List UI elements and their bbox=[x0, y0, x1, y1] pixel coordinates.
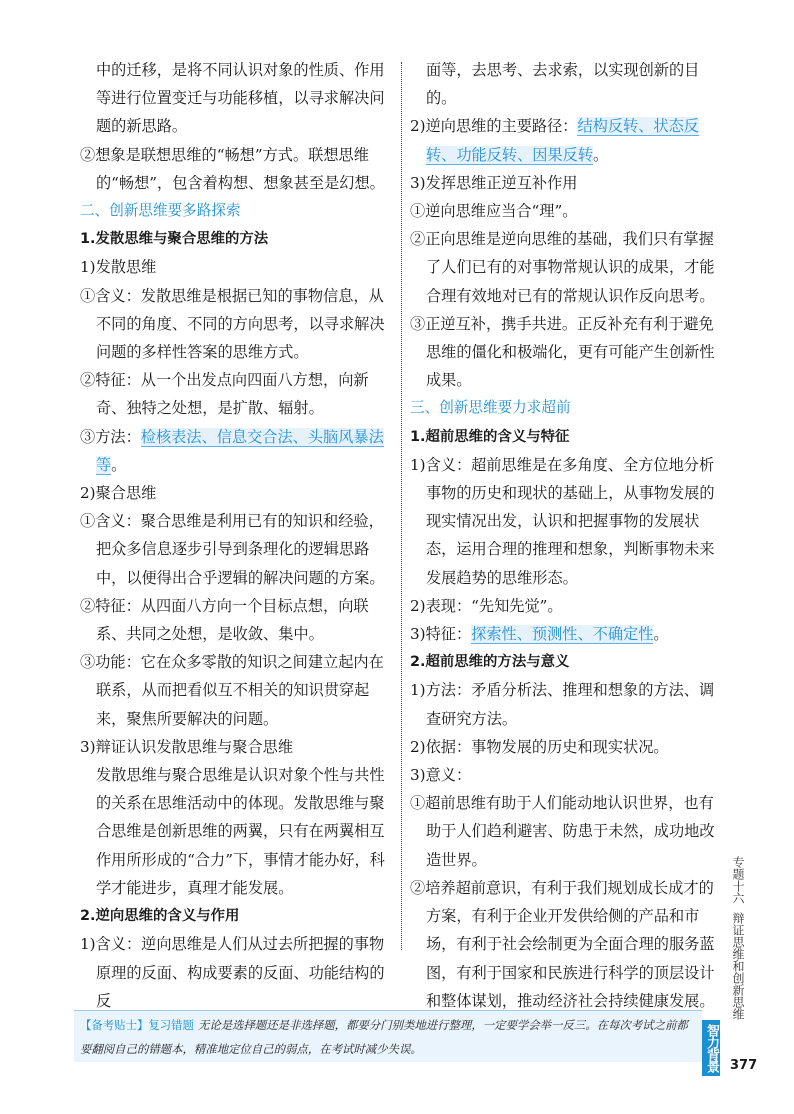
left-column bbox=[80, 56, 392, 1015]
list-item: ①超前思维有助于人们能动地认识世界，也有助于人们趋利避害、防患于未然，成功地改造世界。 bbox=[410, 794, 715, 869]
list-item: 1)含义：逆向思维是人们从过去所把握的事物原理的反面、构成要素的反面、功能结构的反 bbox=[80, 935, 385, 1010]
list-item: 1)含义：超前思维是在多角度、全方位地分析事物的历史和现状的基础上，从事物发展的现实情况出发，认识和把握事物的发展状态，运用合理的推理和想象，判断事物未来发展趋势的思维形态。 bbox=[410, 455, 715, 587]
list-item: ①含义：聚合思维是利用已有的知识和经验，把众多信息逐步引导到条理化的逻辑思路中，以便得出合乎逻辑的解决问题的方案。 bbox=[80, 512, 385, 587]
tip-tag: 【备考贴士】 bbox=[80, 1018, 149, 1032]
subsection-heading: 2.超前思维的方法与意义 bbox=[410, 654, 570, 671]
list-item: ②特征：从四面八方向一个目标点想，向联系、共同之处想，是收敛、集中。 bbox=[80, 596, 369, 644]
list-heading: 1)发散思维 bbox=[80, 258, 157, 277]
paragraph: 面等，去思考、去求索，以实现创新的目的。 bbox=[425, 61, 700, 108]
list-heading: 3)发挥思维正逆互补作用 bbox=[410, 173, 578, 192]
list-item: ①逆向思维应当合“理”。 bbox=[410, 202, 578, 221]
item-end: 。 bbox=[653, 625, 669, 644]
item-end: 。 bbox=[593, 145, 609, 164]
item-label: ③方法： bbox=[80, 427, 141, 446]
side-label-badge: 智力背景 bbox=[702, 1020, 720, 1076]
list-item: ②特征：从一个出发点向四面八方想，向新奇、独特之处想，是扩散、辐射。 bbox=[80, 371, 369, 418]
section-heading: 二、创新思维要多路探索 bbox=[80, 202, 241, 220]
list-item: ③功能：它在众多零散的知识之间建立起内在联系，从而把看似互不相关的知识贯穿起来，聚焦所要解决的问题。 bbox=[80, 653, 384, 728]
highlighted-text: 探索性、预测性、不确定性 bbox=[471, 625, 654, 644]
list-heading: 2)聚合思维 bbox=[80, 484, 157, 503]
list-item: 2)依据：事物发展的历史和现实状况。 bbox=[410, 737, 669, 756]
highlighted-text: 检核表法、信息交合法、头脑风暴法等 bbox=[95, 427, 384, 474]
list-item bbox=[410, 112, 722, 168]
side-topic-number: 专题十六 bbox=[731, 856, 745, 904]
subsection-heading: 1.发散思维与聚合思维的方法 bbox=[80, 231, 269, 248]
list-heading: 3)辩证认识发散思维与聚合思维 bbox=[80, 737, 294, 756]
page-number: 377 bbox=[730, 1058, 758, 1073]
section-heading: 三、创新思维要力求超前 bbox=[410, 399, 571, 417]
paragraph: 发散思维与聚合思维是认识对象个性与共性的关系在思维活动中的体现。发散思维与聚合思维是创新思维的两翼，只有在两翼相互作用所形成的“合力”下，事情才能办好，科学才能进步，真理才能发展。 bbox=[95, 766, 385, 897]
column-divider bbox=[401, 62, 402, 950]
paragraph: 中的迁移，是将不同认识对象的性质、作用等进行位置变迁与功能移植，以寻求解决问题的新思路。 bbox=[95, 61, 385, 136]
list-heading: 3)意义： bbox=[410, 766, 472, 785]
list-item: 2)表现：“先知先觉”。 bbox=[410, 596, 563, 615]
list-item: ②正向思维是逆向思维的基础，我们只有掌握了人们已有的对事物常规认识的成果，才能合理有效地对已有的常规认识作反向思考。 bbox=[410, 230, 715, 305]
list-item: ①含义：发散思维是根据已知的事物信息，从不同的角度、不同的方向思考，以寻求解决问题的多样性答案的思维方式。 bbox=[80, 286, 385, 362]
subsection-heading: 2.逆向思维的含义与作用 bbox=[80, 908, 240, 925]
list-item: ③正逆互补，携手共进。正反补充有利于避免思维的僵化和极端化，更有可能产生创新性成果。 bbox=[410, 314, 715, 390]
tip-text: 无论是选择题还是非选择题，都要分门别类地进行整理，一定要学会举一反三。在每次考试之前都要翻阅自己的错题本，精准地定位自己的弱点，在考试时减少失误。 bbox=[80, 1018, 688, 1056]
list-item: ②培养超前意识，有利于我们规划成长成才的方案，有利于企业开发供给侧的产品和市场，有利于社会绘制更为全面合理的服务蓝图，有利于国家和民族进行科学的顶层设计和整体谋划，推动经济社会持续健康发展。 bbox=[410, 878, 715, 1010]
paragraph: ②想象是联想思维的“畅想”方式。联想思维的“畅想”，包含着构想、想象甚至是幻想。 bbox=[80, 145, 385, 192]
right-column bbox=[410, 56, 722, 1015]
list-item: 1)方法：矛盾分析法、推理和想象的方法、调查研究方法。 bbox=[410, 681, 715, 728]
subsection-heading: 1.超前思维的含义与特征 bbox=[410, 428, 570, 445]
item-label: 3)特征： bbox=[410, 625, 472, 644]
side-topic-name: 辩证思维和创新思维 bbox=[731, 912, 745, 1020]
exam-tip-box bbox=[74, 1010, 702, 1062]
list-item bbox=[80, 423, 392, 479]
tip-title: 复习错题 bbox=[148, 1018, 194, 1032]
item-end: 。 bbox=[111, 455, 127, 474]
item-label: 2)逆向思维的主要路径： bbox=[410, 117, 578, 136]
highlighted-text: 结构反转、状态反转、功能反转、因果反转 bbox=[425, 117, 699, 164]
list-item bbox=[410, 620, 722, 648]
